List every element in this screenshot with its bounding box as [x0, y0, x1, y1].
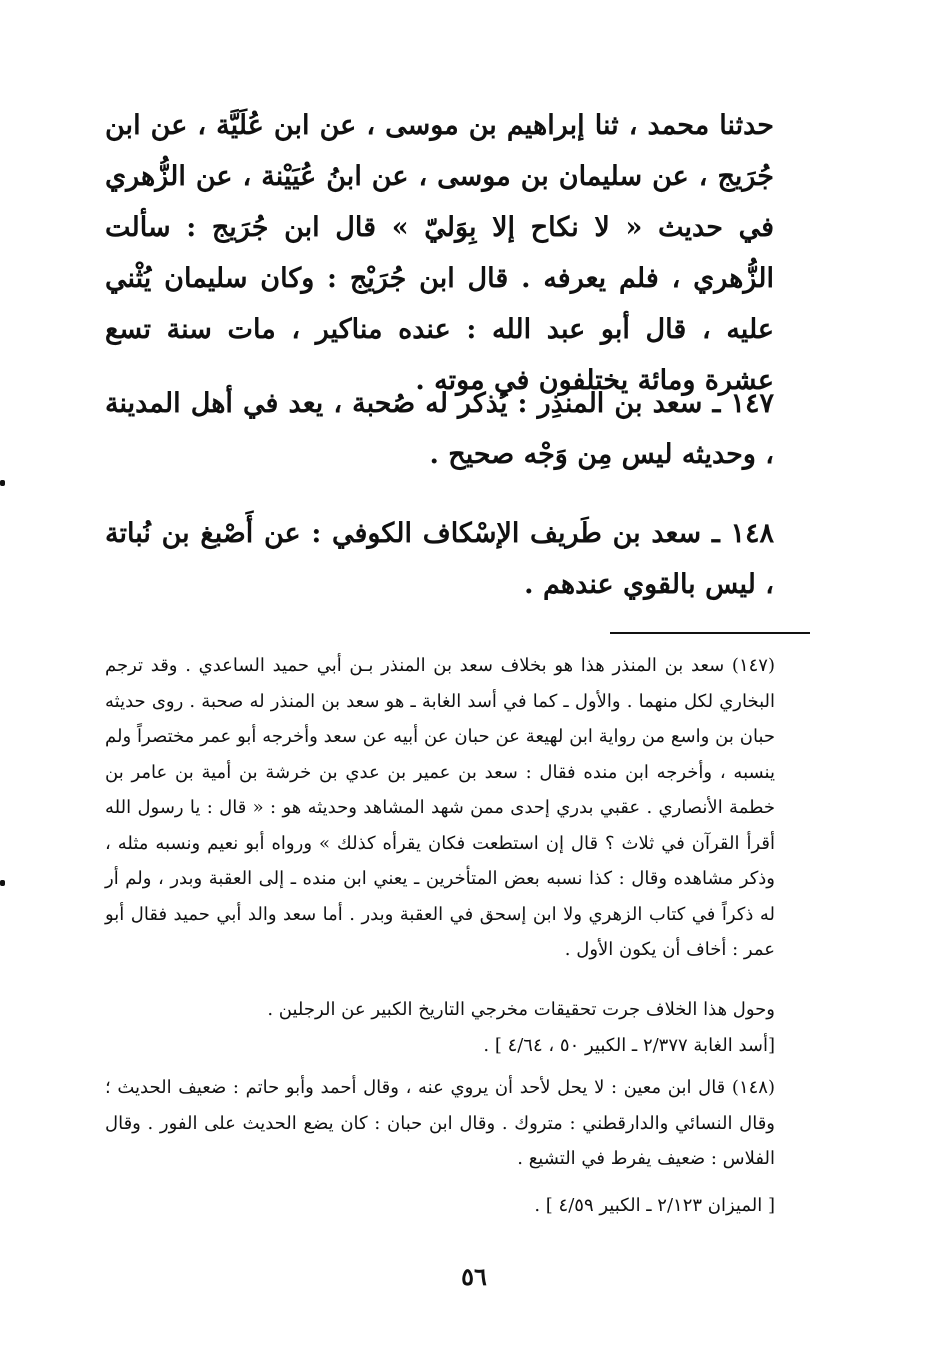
footnote-148-reference-text: [ الميزان ٢/١٢٣ ـ الكبير ٤/٥٩ ] . — [534, 1195, 775, 1216]
footnote-147 — [105, 648, 815, 968]
entry-148-text: ١٤٨ ـ سعد بن طَريف الإسْكاف الكوفي : عن أَصْبغ بن نُباتة ، ليس بالقوي عندهم . — [105, 518, 774, 600]
footnote-148 — [105, 1070, 815, 1177]
entry-148 — [105, 508, 810, 610]
entry-147 — [105, 378, 810, 480]
footnote-separator — [610, 632, 810, 634]
footnote-147-reference — [105, 1028, 815, 1064]
footnote-147-extra-text: وحول هذا الخلاف جرت تحقيقات مخرجي التاريخ الكبير عن الرجلين . — [267, 999, 775, 1020]
footnote-147-reference-text: [أسد الغابة ٢/٣٧٧ ـ الكبير ٥٠ ، ٤/٦٤ ] . — [483, 1035, 775, 1056]
footnote-147-text: (١٤٧) سعد بن المنذر هذا هو بخلاف سعد بن المنذر بـن أبي حميد الساعدي . وقد ترجم البخاري لكل منهما . والأول ـ كما في أسد الغابة ـ هو سعد بن المنذر له صحبة . روى حديثه حبان بن واسع من رواية ابن لهيعة عن حبان عن أبيه عن سعد وأخرجه أبو عمر مختصراً ولم ينسبه ، وأخرجه ابن منده فقال : سعد بن عمير بن عدي بن خرشة بن أمية بن عامر بن خطمة الأنصاري . عقبي بدري إحدى ممن شهد المشاهد وحديثه هو : « قال : يا رسول الله أقرأ القرآن في ثلاث ؟ قال إن استطعت فكان يقرأه كذلك » ورواه أبو نعيم ونسبه مثله ، وذكر مشاهده وقال : كذا نسبه بعض المتأخرين ـ يعني ابن منده ـ إلى العقبة وبدر ، ولم أر له ذكراً في كتاب الزهري ولا ابن إسحق في العقبة وبدر . أما سعد والد أبي حميد فقال أبو عمر : أخاف أن يكون الأول . — [105, 655, 775, 960]
footnote-148-reference — [105, 1188, 815, 1224]
scan-mark — [0, 880, 5, 886]
footnote-148-text: (١٤٨) قال ابن معين : لا يحل لأحد أن يروي عنه ، وقال أحمد وأبو حاتم : ضعيف الحديث ؛ وقال النسائي والدارقطني : متروك . وقال ابن حبان : كان يضع الحديث على الفور . وقال الفلاس : ضعيف يفرط في التشيع . — [105, 1077, 775, 1169]
footnote-147-extra — [105, 992, 815, 1028]
entry-147-text: ١٤٧ ـ سعد بن المنذِر : يُذكر له صُحبة ، يعد في أهل المدينة ، وحديثه ليس مِن وَجْه صحيح . — [105, 388, 774, 470]
paragraph-1-text: حدثنا محمد ، ثنا إبراهيم بن موسى ، عن ابن عُلَيَّة ، عن ابن جُرَيج ، عن سليمان بن موسى ، عن ابنُ عُيَيْنة ، عن الزُّهري في حديث « لا نكاح إلا بِوَليّ » قال ابن جُرَيج : سألت الزُّهري ، فلم يعرفه . قال ابن جُرَيْج : وكان سليمان يُثْني عليه ، قال أبو عبد الله : عنده مناكير ، مات سنة تسع عشرة ومائة يختلفون في موته . — [105, 110, 774, 396]
scan-mark — [0, 480, 5, 486]
main-text-paragraph-1 — [105, 100, 810, 406]
page-number: ٥٦ — [461, 1262, 487, 1291]
